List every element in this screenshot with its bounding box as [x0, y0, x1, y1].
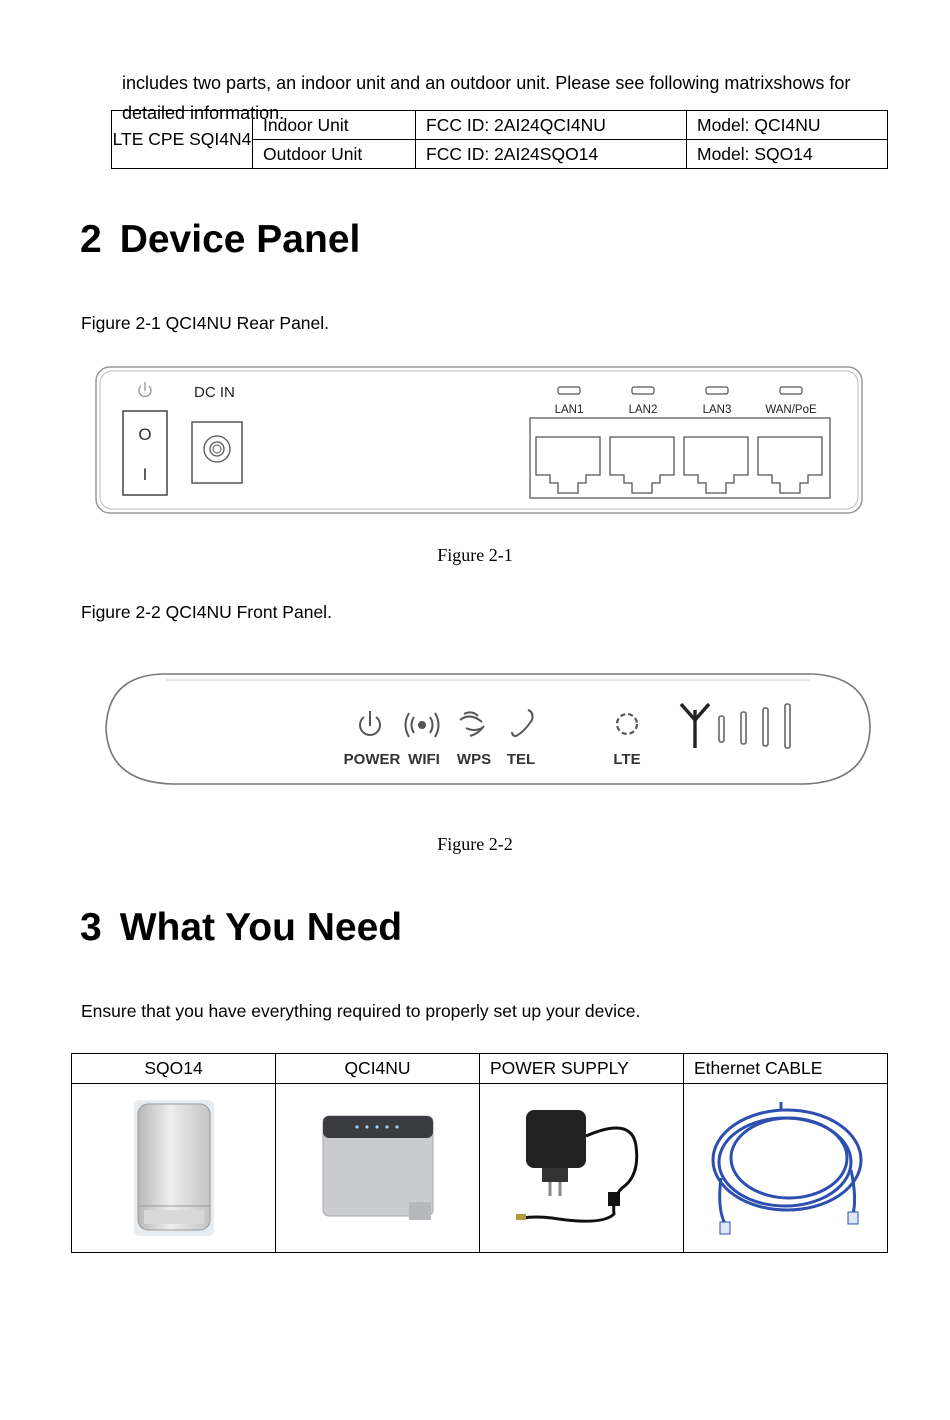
port-lan1[interactable] — [536, 387, 600, 493]
header-sqo14: SQO14 — [72, 1054, 276, 1084]
signal-bars-icon — [719, 704, 790, 748]
section-heading-device-panel — [80, 218, 360, 262]
power-icon — [360, 711, 380, 735]
figure-caption: Figure 2-1 — [437, 545, 513, 565]
port-label: WAN/PoE — [765, 404, 817, 416]
port-label: LAN3 — [702, 404, 732, 416]
antenna-icon — [681, 704, 709, 748]
table-row — [112, 111, 888, 140]
front-panel-figure — [104, 670, 872, 788]
section-heading-what-you-need — [80, 906, 402, 950]
unit-matrix-table — [111, 110, 888, 169]
rj45-port-icon — [536, 437, 600, 493]
rj45-port-icon — [610, 437, 674, 493]
figure-intro-front: Figure 2-2 QCI4NU Front Panel. — [81, 602, 332, 622]
port-lan3[interactable] — [684, 387, 748, 493]
power-switch[interactable] — [123, 411, 167, 495]
power-indicator-label: POWER — [343, 751, 401, 768]
product-name-cell: LTE CPE SQI4N4 — [112, 111, 253, 169]
lte-indicator-label: LTE — [613, 751, 641, 768]
figure-caption: Figure 2-2 — [437, 834, 513, 854]
port-lan2[interactable] — [610, 387, 674, 493]
lte-icon — [617, 714, 637, 734]
figure-intro-rear: Figure 2-1 QCI4NU Rear Panel. — [81, 313, 330, 333]
header-ethernet-cable: Ethernet CABLE — [684, 1054, 888, 1084]
rj45-port-icon — [684, 437, 748, 493]
unit-cell: Indoor Unit — [253, 111, 416, 140]
switch-off-label: I — [142, 465, 148, 484]
fcc-id-cell: FCC ID: 2AI24SQO14 — [416, 140, 687, 169]
port-led-icon — [780, 387, 802, 394]
table-row — [72, 1084, 888, 1253]
section-title: What You Need — [119, 906, 403, 949]
indoor-unit-photo — [319, 1112, 437, 1224]
port-label: LAN1 — [554, 404, 584, 416]
section-title: Device Panel — [119, 218, 361, 261]
table-row — [72, 1054, 888, 1084]
section-number: 2 — [80, 218, 102, 261]
model-cell: Model: QCI4NU — [687, 111, 888, 140]
tel-indicator-label: TEL — [506, 751, 536, 768]
port-led-icon — [632, 387, 654, 394]
outdoor-unit-cell — [72, 1084, 276, 1253]
ethernet-cable-photo — [701, 1098, 871, 1238]
dc-jack-icon — [192, 422, 242, 483]
intro-paragraph: includes two parts, an indoor unit and an outdoor unit. Please see following matrixshows for detailed information. — [122, 73, 851, 123]
ethernet-cable-cell — [684, 1084, 888, 1253]
requirements-paragraph: Ensure that you have everything required to properly set up your device. — [81, 1001, 641, 1021]
power-adapter-photo — [512, 1106, 652, 1230]
dc-in-label: DC IN — [194, 384, 235, 401]
header-power-supply: POWER SUPPLY — [480, 1054, 684, 1084]
section-number: 3 — [80, 906, 102, 949]
phone-icon — [512, 710, 533, 736]
header-qci4nu: QCI4NU — [276, 1054, 480, 1084]
switch-on-label: O — [138, 425, 152, 444]
outdoor-unit-photo — [132, 1098, 216, 1238]
rear-panel-figure — [95, 365, 863, 515]
wps-icon — [460, 712, 484, 736]
fcc-id-cell: FCC ID: 2AI24QCI4NU — [416, 111, 687, 140]
unit-cell: Outdoor Unit — [253, 140, 416, 169]
rj45-port-icon — [758, 437, 822, 493]
port-label: LAN2 — [628, 404, 658, 416]
port-led-icon — [706, 387, 728, 394]
power-symbol-icon — [139, 382, 151, 396]
model-cell: Model: SQO14 — [687, 140, 888, 169]
port-led-icon — [558, 387, 580, 394]
power-supply-cell — [480, 1084, 684, 1253]
wifi-indicator-label: WIFI — [408, 751, 440, 768]
port-wan-poe[interactable] — [758, 387, 822, 493]
indoor-unit-cell — [276, 1084, 480, 1253]
what-you-need-table — [71, 1053, 888, 1253]
lan-ports-group — [536, 387, 822, 493]
wifi-icon — [406, 713, 439, 737]
wps-indicator-label: WPS — [456, 751, 492, 768]
